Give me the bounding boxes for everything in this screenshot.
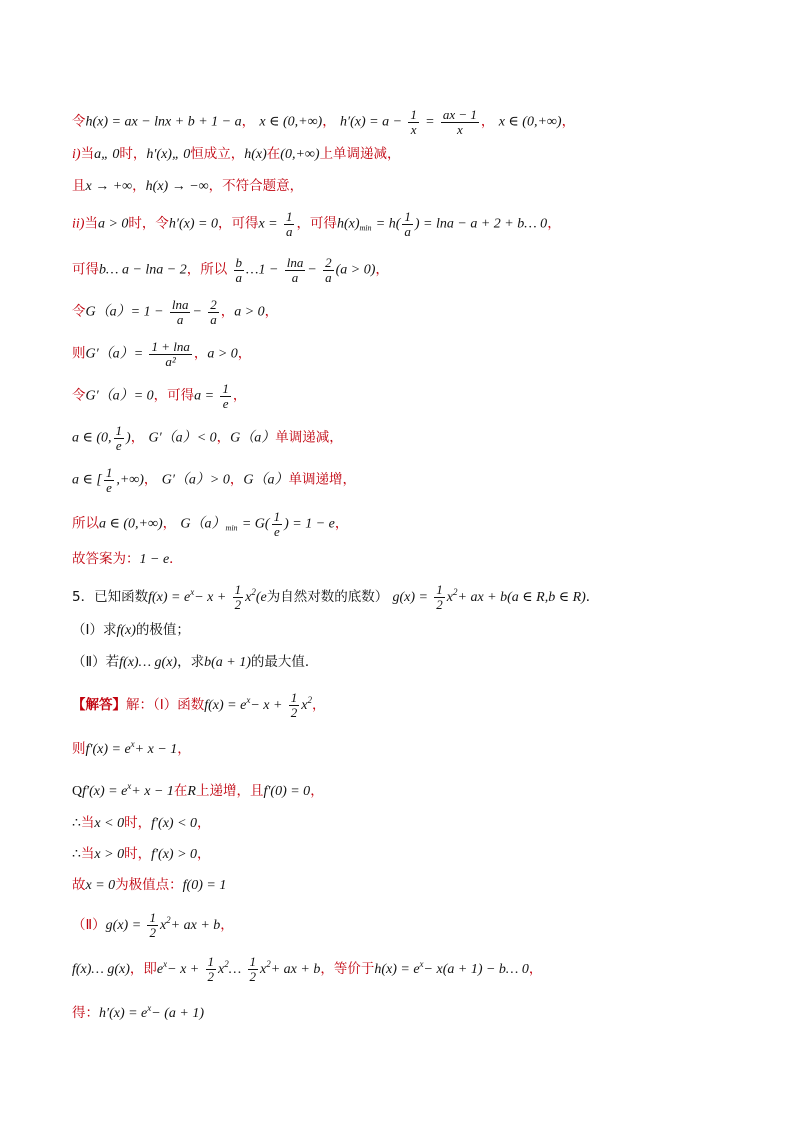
math: a„ 0	[94, 147, 120, 162]
denominator: a²	[165, 353, 176, 369]
math: + x − 1	[131, 784, 174, 799]
line-10	[72, 466, 356, 494]
superscript: 2	[266, 959, 271, 969]
fraction	[402, 210, 413, 238]
text: ，	[197, 846, 211, 862]
line-5	[72, 256, 389, 284]
math: …1 −	[246, 262, 279, 278]
subscript: min	[359, 223, 372, 233]
case-label: i)	[72, 147, 81, 162]
numerator: 1	[207, 954, 215, 970]
math: f′(x) > 0	[151, 847, 198, 862]
math: a ∈ (0,+∞)	[99, 516, 163, 532]
math: ∴	[72, 847, 81, 862]
problem-5-part-1	[72, 620, 190, 641]
text: 时，	[124, 815, 152, 831]
text: ，	[197, 815, 211, 831]
superscript: 2	[251, 587, 256, 597]
case-label: ii)	[72, 216, 85, 232]
text: ，	[264, 303, 279, 320]
problem-text: （Ⅱ）若	[72, 654, 120, 670]
math: ) = lna − a + 2 + b… 0	[414, 216, 548, 232]
fraction	[441, 108, 479, 136]
text: ，	[237, 345, 252, 362]
problem-5-part-2	[72, 652, 318, 673]
math: Q	[72, 784, 83, 799]
math: a ∈ (0,	[72, 430, 112, 446]
text: ，即	[129, 961, 157, 977]
fraction	[434, 583, 445, 611]
text: 当	[80, 815, 95, 831]
text: ，	[130, 429, 145, 446]
math: x = 0	[85, 878, 116, 893]
math: h(x)	[336, 216, 360, 232]
numerator: 1	[273, 509, 281, 524]
text: 令	[72, 387, 86, 404]
denominator: a	[285, 223, 293, 239]
text: ，	[322, 113, 336, 130]
superscript: 2	[453, 587, 458, 597]
math: x ∈ (0,+∞)	[498, 114, 562, 130]
problem-text: 5．已知函数	[72, 589, 149, 605]
fraction	[285, 256, 306, 284]
text: ，可得	[153, 387, 195, 404]
math: + ax + b	[270, 962, 321, 977]
math: x	[218, 962, 225, 977]
fraction	[284, 210, 295, 238]
fraction	[208, 298, 219, 326]
math: + ax + b(a ∈ R,b ∈ R)	[457, 590, 586, 605]
math: =	[425, 114, 435, 130]
superscript: x	[246, 695, 251, 705]
math: f(x) = e	[204, 698, 247, 713]
text: 当	[80, 146, 95, 162]
problem-text: 为自然对数的底数）	[266, 589, 389, 605]
math: )	[126, 430, 131, 446]
text: 当	[84, 215, 98, 232]
text: 得：	[72, 1005, 99, 1021]
line-2	[72, 144, 401, 165]
text: （Ⅱ）	[72, 917, 106, 933]
math: a > 0	[234, 304, 265, 320]
math: > 0	[209, 472, 230, 488]
denominator: a	[210, 311, 217, 327]
math: x < 0	[94, 816, 125, 831]
math: f′(x) < 0	[151, 816, 198, 831]
numerator: 1	[115, 423, 123, 438]
numerator: 2	[210, 297, 217, 312]
math: = 0	[133, 388, 154, 404]
denominator: a	[235, 269, 243, 285]
numerator: 1	[234, 582, 242, 598]
math: f(x)… g(x)	[119, 655, 178, 670]
math: g(x) =	[105, 918, 142, 933]
line-7	[72, 340, 251, 368]
numerator: 1 + lna	[151, 339, 190, 354]
numerator: 1	[285, 209, 293, 224]
numerator: 1	[149, 910, 156, 926]
text: 在	[266, 146, 281, 162]
text: 则	[72, 741, 86, 757]
text: 为极值点：	[115, 877, 183, 893]
superscript: 2	[224, 959, 229, 969]
math: 1 − e	[139, 552, 170, 567]
numerator: 2	[325, 255, 332, 270]
denominator: 2	[149, 925, 156, 940]
math: f(0) = 1	[182, 878, 227, 893]
math: f(x)… g(x)	[72, 962, 130, 977]
math: a > 0	[97, 216, 129, 232]
fraction	[220, 382, 231, 410]
fraction	[323, 256, 334, 284]
math: h(x) → −∞	[145, 179, 209, 194]
math: x ∈ (0,+∞)	[259, 114, 323, 130]
text: ，	[132, 178, 146, 194]
math: =	[133, 346, 144, 362]
numerator: 1	[290, 690, 298, 706]
text: 令	[72, 303, 86, 320]
math: (0,+∞)	[280, 147, 320, 162]
text: ，可得	[296, 215, 337, 232]
math: = 1 −	[130, 304, 164, 320]
math: f′(x) = e	[82, 784, 128, 799]
fraction	[289, 691, 300, 719]
math: x	[159, 918, 167, 933]
line-11	[72, 510, 348, 539]
numerator: 1	[410, 107, 417, 122]
text: ，	[528, 961, 543, 977]
math: G′（a）	[85, 388, 134, 404]
math: f(x)	[116, 623, 136, 638]
solution-start	[72, 690, 325, 720]
text: ，所以	[186, 261, 228, 278]
text: 时，	[124, 846, 152, 862]
math: < 0	[196, 430, 217, 446]
denominator: a	[176, 311, 184, 327]
text: ，	[193, 345, 208, 362]
superscript: x	[190, 587, 195, 597]
text: ，等价于	[320, 961, 375, 977]
math: f′(0) = 0	[263, 784, 311, 799]
numerator: 1	[436, 582, 443, 598]
denominator: a	[291, 269, 299, 285]
line-8	[72, 382, 246, 410]
fraction	[206, 955, 217, 983]
math: h′(x) = a −	[340, 114, 403, 130]
math: e	[156, 962, 164, 977]
problem-text: （Ⅰ）求	[72, 622, 117, 638]
problem-text: 的最大值．	[250, 654, 319, 670]
text: ，	[561, 113, 576, 130]
text: 且	[72, 178, 86, 194]
numerator: 1	[404, 209, 411, 224]
text: 故答案为：	[72, 551, 140, 567]
math: h(x) = ax − lnx + b + 1 − a	[85, 114, 242, 130]
fraction	[104, 466, 115, 494]
text: 解：（Ⅰ）函数	[126, 697, 205, 713]
math: = h(	[375, 216, 401, 232]
problem-5	[72, 582, 599, 612]
text: 可得	[72, 261, 99, 278]
text: ，	[311, 697, 326, 713]
text: 令	[72, 113, 86, 130]
superscript: 2	[307, 695, 312, 705]
denominator: x	[410, 121, 417, 137]
text: ，	[162, 515, 177, 532]
text: 时，	[119, 146, 147, 162]
problem-text: 的极值；	[135, 622, 190, 638]
math: b… a − lna − 2	[99, 262, 187, 278]
math: (a > 0)	[335, 262, 376, 278]
line-24	[72, 998, 204, 1024]
math: ,+∞)	[116, 472, 144, 488]
math: + x − 1	[134, 742, 178, 757]
math: g(x) =	[392, 590, 428, 605]
math: G（a）	[243, 472, 289, 488]
math: h(x) = e	[374, 962, 420, 977]
text: ，不符合题意，	[208, 178, 304, 194]
fraction	[272, 510, 283, 538]
math: f′(x) = e	[85, 742, 131, 757]
denominator: a	[404, 223, 411, 239]
line-17	[72, 734, 191, 760]
math: G（a）	[85, 304, 131, 320]
denominator: 2	[249, 969, 257, 984]
numerator: lna	[286, 255, 304, 270]
text: 上单调递减，	[319, 146, 401, 162]
problem-text: ．	[585, 589, 600, 605]
numerator: ax − 1	[442, 107, 477, 122]
math: h′(x)„ 0	[146, 147, 191, 162]
math: x	[301, 698, 308, 713]
math: x → +∞	[85, 179, 133, 194]
math: R	[187, 784, 196, 799]
math: G′（a）	[148, 430, 197, 446]
denominator: 2	[290, 705, 298, 720]
math: (e	[255, 590, 267, 605]
superscript: x	[419, 959, 424, 969]
math: a =	[194, 388, 215, 404]
math: −	[192, 304, 202, 320]
math: ∴	[72, 816, 81, 831]
denominator: e	[115, 437, 122, 453]
problem-text: ，求	[177, 654, 205, 670]
superscript: 2	[166, 915, 171, 925]
math: a ∈ [	[72, 472, 102, 488]
math: G′（a）	[85, 346, 134, 362]
text: ，	[177, 741, 191, 757]
fraction	[170, 298, 191, 326]
math: − x +	[194, 590, 227, 605]
fraction	[149, 340, 191, 368]
text: ，	[241, 113, 256, 130]
numerator: 1	[222, 381, 229, 396]
fraction	[248, 955, 259, 983]
math: + ax + b	[170, 918, 221, 933]
superscript: x	[163, 959, 168, 969]
denominator: e	[106, 479, 112, 495]
fraction	[147, 911, 158, 939]
math: h′(x) = 0	[168, 216, 218, 232]
numerator: 1	[249, 954, 257, 970]
math: x	[446, 590, 454, 605]
denominator: x	[457, 121, 463, 137]
line-12	[72, 549, 183, 570]
superscript: x	[147, 1003, 152, 1013]
math: …	[228, 962, 242, 977]
superscript: x	[130, 739, 135, 749]
fraction	[408, 108, 419, 136]
text: ，可得	[217, 215, 259, 232]
math: G（a）	[180, 516, 226, 532]
text: ，	[229, 471, 244, 488]
line-4	[72, 210, 561, 239]
math: x	[245, 590, 252, 605]
line-18	[72, 776, 324, 802]
denominator: e	[222, 395, 229, 411]
text: 上递增，且	[195, 783, 264, 799]
math: a > 0	[207, 346, 238, 362]
text: ，	[216, 429, 231, 446]
math: b(a + 1)	[204, 655, 251, 670]
superscript: x	[127, 781, 132, 791]
math: h(x)	[244, 147, 267, 162]
numerator: 1	[105, 465, 113, 480]
answer-label: 【解答】	[72, 697, 126, 713]
text: ，	[334, 515, 349, 532]
denominator: 2	[436, 597, 443, 612]
denominator: a	[325, 269, 332, 285]
denominator: 2	[234, 597, 242, 612]
fraction	[114, 424, 125, 452]
text: 故	[72, 877, 86, 893]
text: 在	[173, 783, 188, 799]
math: = G(	[241, 516, 270, 532]
text: 单调递增，	[288, 471, 356, 488]
text: ，	[143, 471, 158, 488]
fraction	[234, 256, 245, 284]
text: 单调递减，	[275, 429, 343, 446]
math: −	[307, 262, 317, 278]
line-20	[72, 844, 211, 865]
numerator: b	[235, 255, 243, 270]
text: ，	[232, 387, 247, 404]
text: 则	[72, 345, 86, 362]
math: x > 0	[94, 847, 125, 862]
line-6	[72, 298, 278, 326]
text: 所以	[72, 515, 99, 532]
numerator: lna	[171, 297, 189, 312]
fraction	[233, 583, 244, 611]
line-19	[72, 813, 211, 834]
text: ，	[220, 917, 234, 933]
text: ，	[547, 215, 561, 232]
text: ．	[169, 551, 183, 567]
text: ，	[220, 303, 235, 320]
denominator: 2	[207, 969, 215, 984]
line-21	[72, 875, 226, 896]
math: x	[260, 962, 267, 977]
math: f(x) = e	[148, 590, 191, 605]
line-3	[72, 176, 303, 197]
text: ，	[480, 113, 495, 130]
math: ) = 1 − e	[284, 516, 335, 532]
math: G′（a）	[161, 472, 210, 488]
text: 当	[80, 846, 95, 862]
subscript: min	[225, 523, 238, 533]
math: − (a + 1)	[151, 1006, 204, 1021]
text: 恒成立，	[190, 146, 245, 162]
line-22	[72, 910, 234, 940]
text: 时，令	[128, 215, 169, 232]
math: x =	[258, 216, 278, 232]
math: h′(x) = e	[99, 1006, 148, 1021]
line-23	[72, 954, 542, 984]
denominator: e	[273, 523, 280, 539]
math: − x +	[167, 962, 200, 977]
math: − x +	[250, 698, 283, 713]
line-9	[72, 424, 343, 452]
math: G（a）	[230, 430, 276, 446]
text: ，	[375, 261, 389, 278]
text: ，	[310, 783, 324, 799]
math: − x(a + 1) − b… 0	[423, 962, 529, 977]
line-1	[72, 108, 575, 136]
